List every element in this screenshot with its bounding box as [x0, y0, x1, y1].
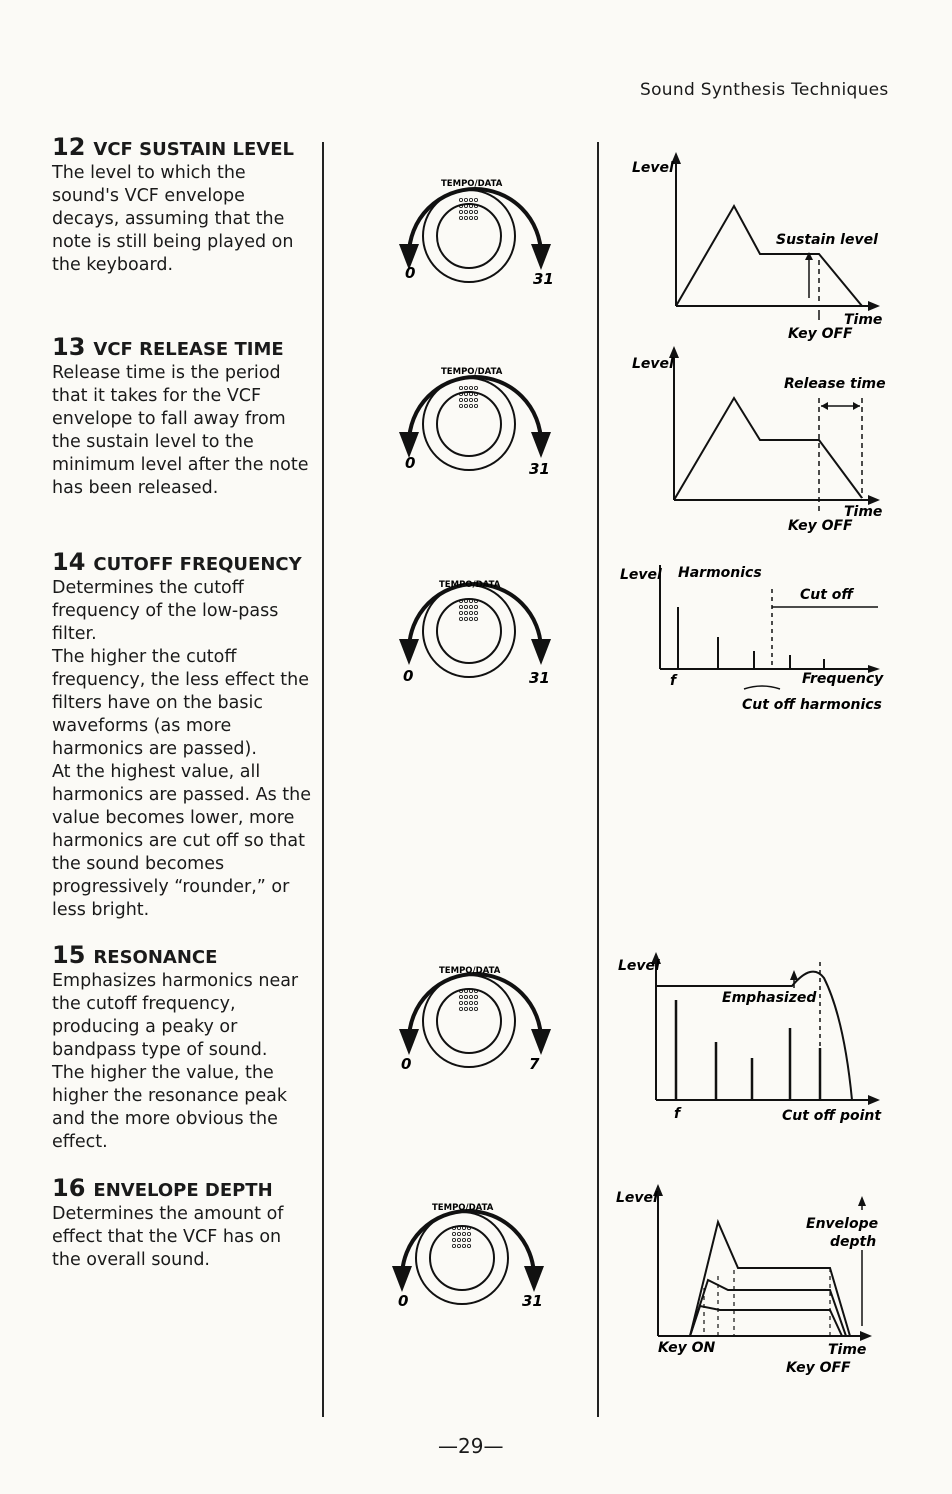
knob-label: TEMPO/DATA — [432, 1203, 494, 1213]
cut-off-point-label: Cut off point — [782, 1108, 882, 1124]
section-body: Emphasizes harmonics near the cutoff frequency, producing a peaky or bandpass type of sound. The higher the value, the higher the resonance peak and the more obvious the effect. — [52, 971, 299, 1152]
level-label: Level — [632, 160, 674, 176]
knob-min-label: 0 — [398, 1292, 409, 1310]
fundamental-label: f — [674, 1106, 681, 1122]
knob-max-label: 31 — [529, 669, 550, 687]
knob-arc — [409, 584, 541, 650]
knob-grip-dots — [459, 386, 477, 407]
knob-inner-ring — [437, 392, 501, 456]
knob-label: TEMPO/DATA — [439, 966, 501, 976]
section-title: VCF RELEASE TIME — [93, 339, 284, 360]
knob-grip-dots — [452, 1226, 470, 1247]
envelope-curve — [674, 398, 862, 500]
knob-arrow-right — [531, 244, 551, 270]
knob-inner-ring — [437, 599, 501, 663]
section-title: VCF SUSTAIN LEVEL — [93, 139, 294, 160]
knob-arrow-left — [399, 1029, 419, 1055]
knob-min-label: 0 — [403, 667, 414, 685]
sustain-level-label: Sustain level — [776, 232, 878, 248]
frequency-axis-arrow — [868, 1095, 880, 1105]
knob-label: TEMPO/DATA — [441, 367, 503, 377]
knob-inner-ring — [430, 1226, 494, 1290]
knob-arrow-right — [524, 1266, 544, 1292]
section-number: 12 — [52, 133, 86, 161]
running-header: Sound Synthesis Techniques — [640, 80, 889, 100]
time-label: Time — [828, 1342, 867, 1358]
knob-arc — [409, 974, 541, 1040]
key-off-label: Key OFF — [786, 1360, 851, 1376]
knob-label: TEMPO/DATA — [441, 179, 503, 189]
envelope-curve-high — [690, 1222, 850, 1336]
cut-off-label: Cut off — [800, 587, 854, 603]
section-number: 16 — [52, 1174, 86, 1202]
section-12 — [52, 135, 314, 277]
section-body: Determines the amount of effect that the VCF has on the overall sound. — [52, 1204, 284, 1270]
knob-max-label: 31 — [529, 460, 550, 478]
column-divider-left — [322, 142, 324, 1417]
page-number: —29— — [438, 1434, 504, 1458]
sustain-level-diagram — [612, 148, 912, 348]
knob-arrow-right — [531, 639, 551, 665]
knob-max-label: 31 — [533, 270, 554, 288]
envelope-depth-diagram — [612, 1180, 912, 1380]
knob-inner-ring — [437, 989, 501, 1053]
time-label: Time — [844, 312, 883, 328]
section-body: Determines the cutoff frequency of the low-pass filter. The higher the cutoff frequency, the less effect the filters have on the basic waveforms (as more harmonics are passed). At the highest value, all harmonics are passed. As the value becomes lower, more harmonics are cut off so that the sound becomes progressively “rounder,” or less bright. — [52, 578, 312, 920]
knob-inner-ring — [437, 204, 501, 268]
depth-label: depth — [830, 1234, 877, 1250]
knob-max-label: 7 — [529, 1055, 540, 1073]
level-label: Level — [616, 1190, 658, 1206]
time-axis-arrow — [860, 1331, 872, 1341]
knob-grip-dots — [459, 599, 477, 620]
knob-grip-dots — [459, 989, 477, 1010]
section-16 — [52, 1176, 314, 1272]
envelope-curve — [676, 206, 862, 306]
knob-grip-dots — [459, 198, 477, 219]
fundamental-label: f — [670, 673, 677, 689]
section-title: CUTOFF FREQUENCY — [93, 554, 302, 575]
section-heading — [52, 1176, 314, 1203]
envelope-label: Envelope — [806, 1216, 879, 1232]
time-axis-arrow — [868, 301, 880, 311]
release-time-diagram — [612, 340, 912, 540]
section-body: The level to which the sound's VCF envelope decays, assuming that the note is still being played on the keyboard. — [52, 163, 294, 275]
knob-min-label: 0 — [405, 264, 416, 282]
release-span-arrow-left — [821, 402, 828, 410]
tempo-data-knob-14 — [395, 545, 555, 705]
tempo-data-knob-13 — [395, 338, 555, 498]
knob-arrow-right — [531, 432, 551, 458]
section-13 — [52, 335, 314, 500]
cut-off-harmonics-label: Cut off harmonics — [742, 697, 882, 713]
level-label: Level — [632, 356, 674, 372]
knob-min-label: 0 — [405, 454, 416, 472]
knob-label: TEMPO/DATA — [439, 580, 501, 590]
knob-arrow-left — [392, 1266, 412, 1292]
section-heading — [52, 550, 314, 577]
key-off-label: Key OFF — [788, 518, 853, 534]
section-heading — [52, 943, 314, 970]
section-number: 13 — [52, 333, 86, 361]
section-heading — [52, 135, 314, 162]
cutoff-frequency-diagram — [612, 555, 912, 725]
knob-arc — [402, 1211, 534, 1277]
release-time-label: Release time — [784, 376, 886, 392]
knob-max-label: 31 — [522, 1292, 543, 1310]
section-15 — [52, 943, 314, 1154]
section-body: Release time is the period that it takes for the VCF envelope to fall away from the sustain level to the minimum level after the note has been released. — [52, 363, 309, 498]
resonance-diagram — [612, 948, 912, 1138]
level-label: Level — [620, 567, 662, 583]
key-off-label: Key OFF — [788, 326, 853, 342]
knob-arrow-left — [399, 639, 419, 665]
release-span-arrow-right — [853, 402, 860, 410]
section-heading — [52, 335, 314, 362]
section-title: RESONANCE — [93, 947, 218, 968]
tempo-data-knob-12 — [395, 150, 555, 310]
tempo-data-knob-15 — [395, 935, 555, 1095]
knob-arrow-right — [531, 1029, 551, 1055]
key-on-label: Key ON — [658, 1340, 716, 1356]
section-title: ENVELOPE DEPTH — [93, 1180, 273, 1201]
section-number: 14 — [52, 548, 86, 576]
emphasized-label: Emphasized — [722, 990, 817, 1006]
column-divider-right — [597, 142, 599, 1417]
tempo-data-knob-16 — [388, 1172, 548, 1332]
envelope-curve-low — [690, 1306, 842, 1336]
envelope-depth-arrowhead — [858, 1196, 866, 1206]
time-label: Time — [844, 504, 883, 520]
emphasized-arrow — [790, 970, 798, 980]
harmonics-label: Harmonics — [678, 565, 762, 581]
level-label: Level — [618, 958, 660, 974]
frequency-label: Frequency — [802, 671, 884, 687]
cut-off-bracket — [744, 686, 780, 689]
section-14 — [52, 550, 314, 922]
knob-min-label: 0 — [401, 1055, 412, 1073]
section-number: 15 — [52, 941, 86, 969]
